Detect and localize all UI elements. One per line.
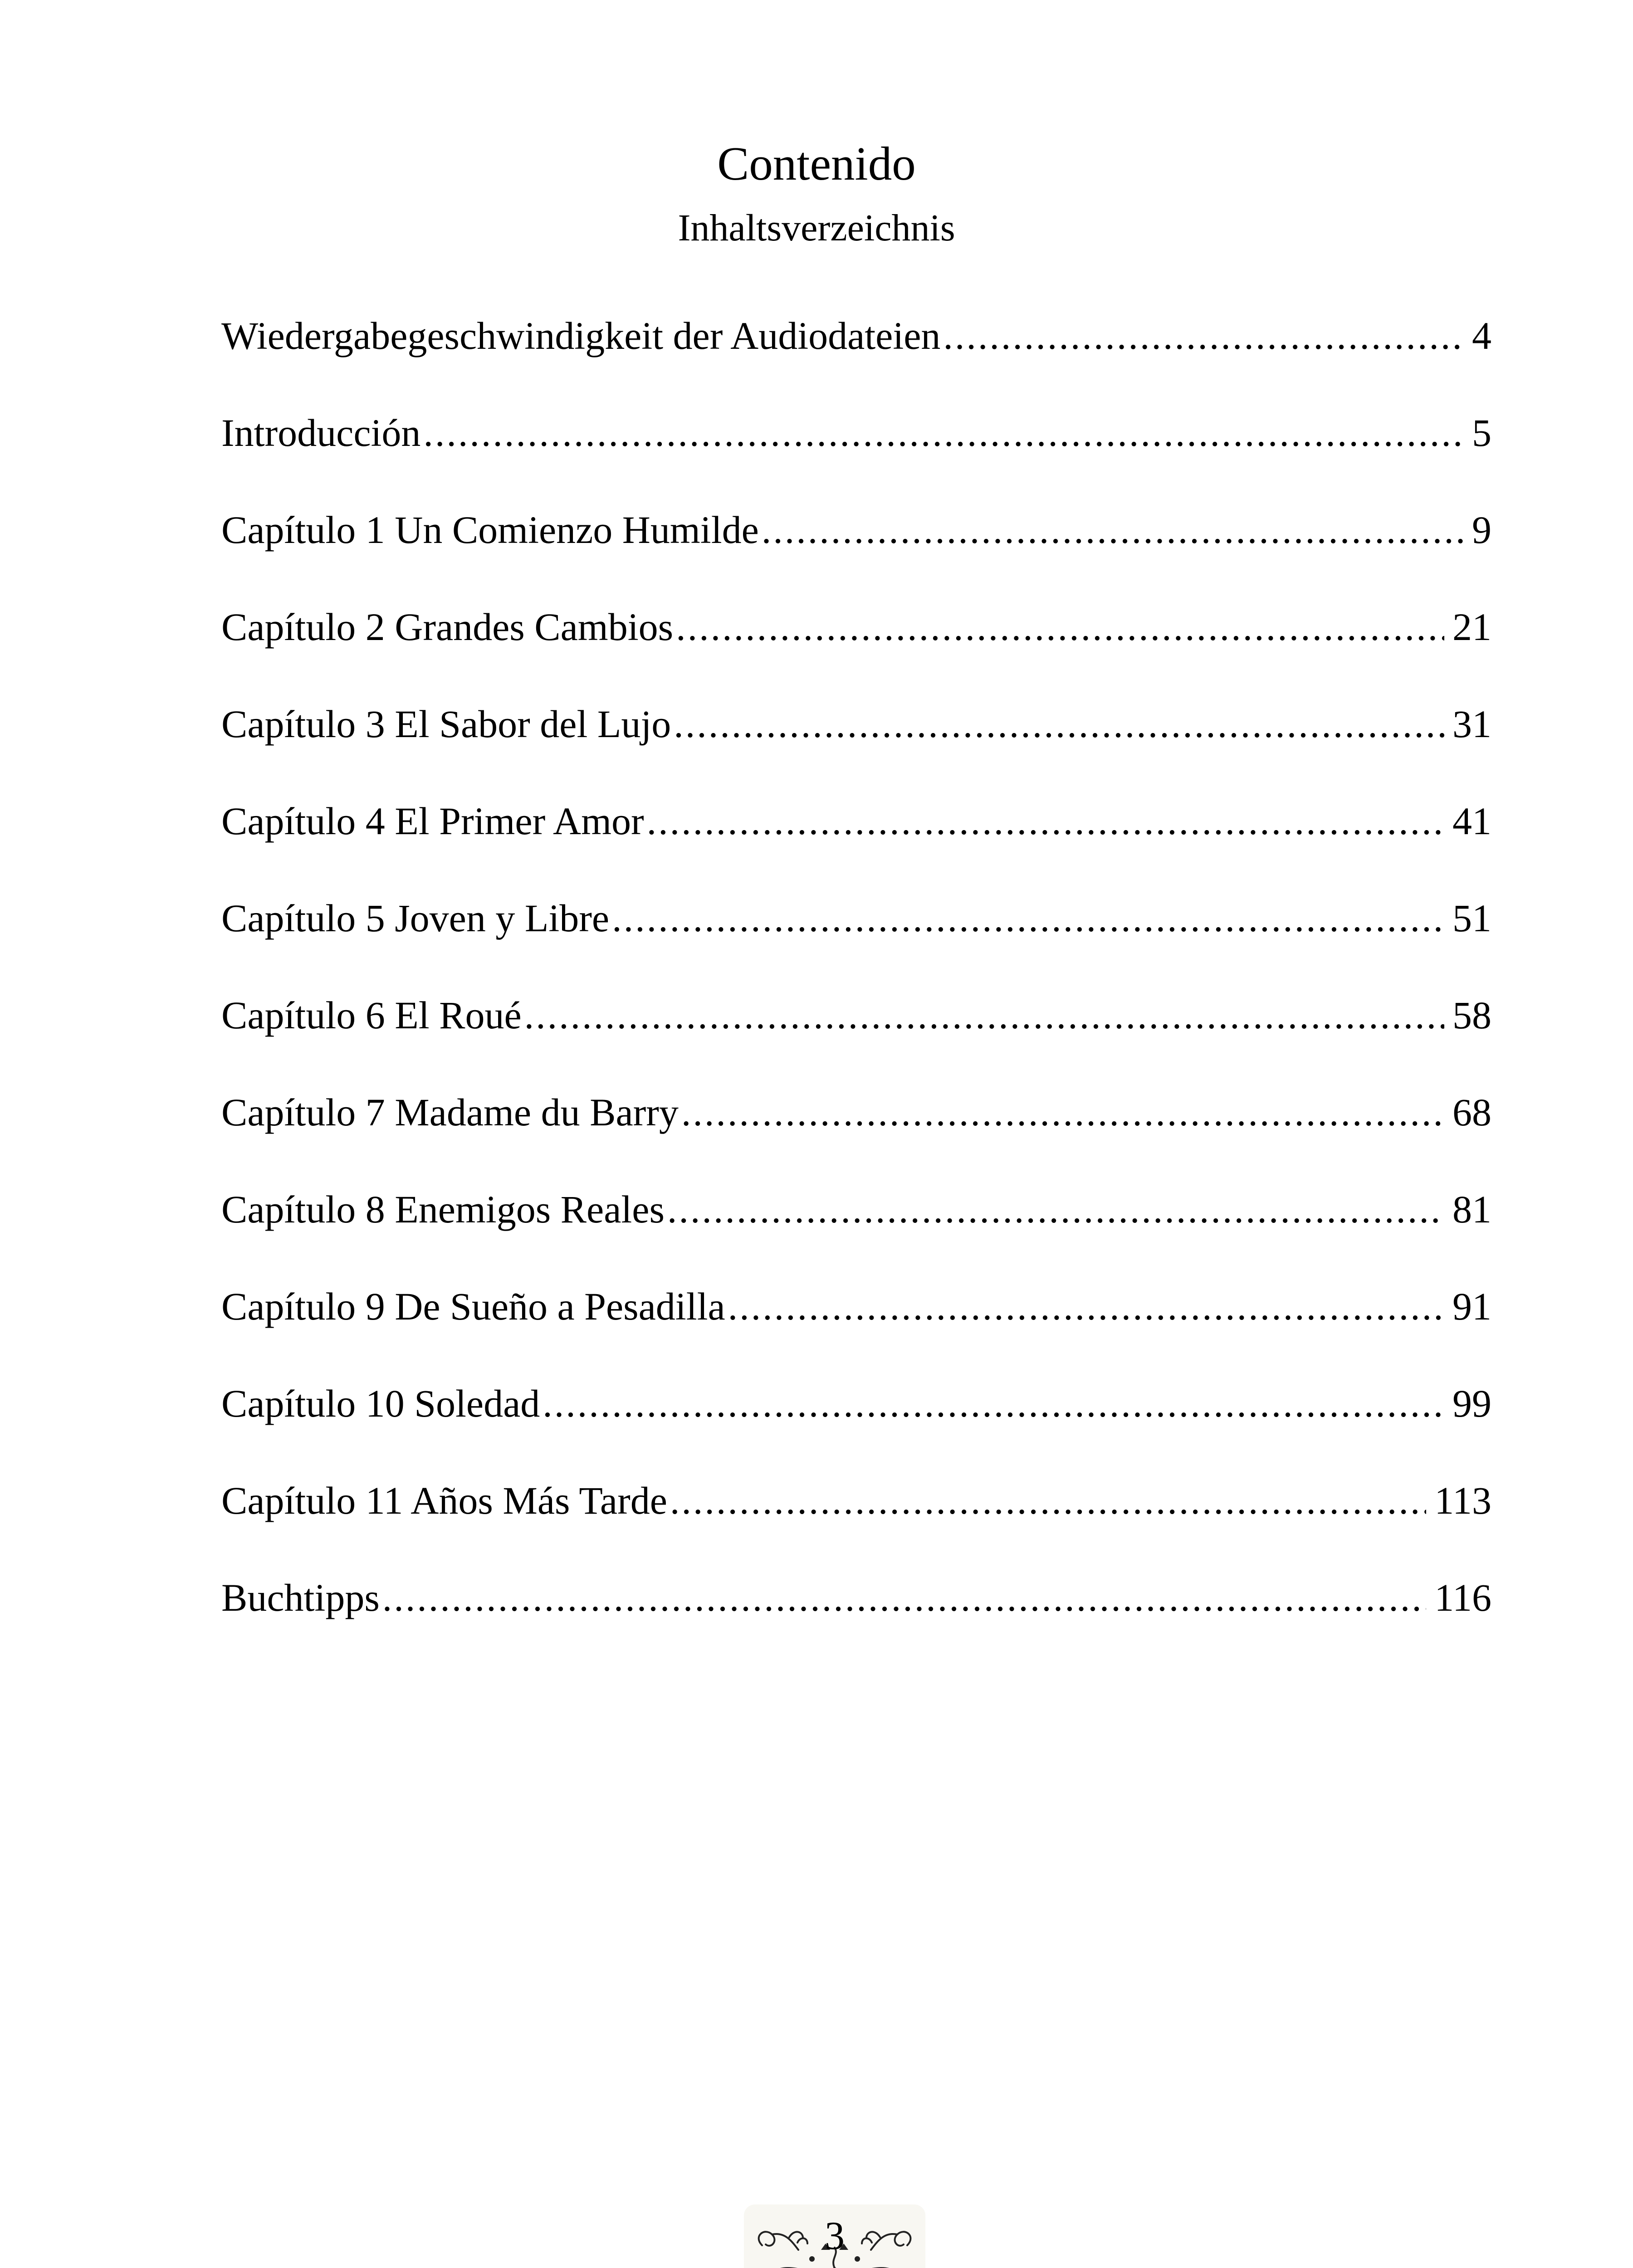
toc-entry[interactable] [221,794,1491,891]
toc-dot-leader [681,1085,1444,1139]
toc-entry[interactable] [221,1085,1491,1182]
toc-entry-page: 4 [1472,314,1491,357]
toc-entry-label: Introducción [221,411,421,455]
toc-entry-label: Capítulo 11 Años Más Tarde [221,1479,667,1522]
toc-entry-page: 68 [1452,1090,1491,1134]
toc-entry-page: 31 [1452,702,1491,746]
toc-entry[interactable] [221,988,1491,1085]
toc-entry-page: 41 [1452,799,1491,843]
toc-entry-label: Capítulo 2 Grandes Cambios [221,605,674,649]
toc-entry-label: Capítulo 10 Soledad [221,1382,540,1425]
toc-dot-leader [543,1376,1444,1431]
page-number: 3 [825,2214,845,2258]
toc-dot-leader [524,988,1444,1042]
toc-dot-leader [943,308,1464,363]
toc-dot-leader [382,1570,1426,1625]
toc-entry-label: Capítulo 3 El Sabor del Lujo [221,702,671,746]
toc-dot-leader [667,1182,1444,1237]
toc-entry-label: Capítulo 9 De Sueño a Pesadilla [221,1285,725,1328]
toc-entry-label: Capítulo 5 Joven y Libre [221,896,610,940]
toc-entry-page: 21 [1452,605,1491,649]
toc-entry[interactable] [221,1182,1491,1279]
toc-entry[interactable] [221,697,1491,794]
toc-entry[interactable] [221,600,1491,697]
toc-entry-label: Capítulo 7 Madame du Barry [221,1090,679,1134]
toc-entry-page: 116 [1434,1576,1491,1619]
toc-entry[interactable] [221,308,1491,406]
toc-entry[interactable] [221,1376,1491,1473]
toc-entry-label: Buchtipps [221,1576,380,1619]
toc-dot-leader [612,891,1444,945]
toc-entry-page: 91 [1452,1285,1491,1328]
toc-entry[interactable] [221,503,1491,600]
table-of-contents [221,308,1491,1667]
toc-dot-leader [423,406,1464,460]
toc-entry-page: 113 [1434,1479,1491,1522]
toc-entry-label: Capítulo 4 El Primer Amor [221,799,644,843]
toc-entry[interactable] [221,1279,1491,1376]
toc-entry-page: 9 [1472,508,1491,552]
toc-dot-leader [762,503,1464,557]
toc-entry-label: Capítulo 1 Un Comienzo Humilde [221,508,759,552]
toc-entry-page: 81 [1452,1188,1491,1231]
page-subtitle: Inhaltsverzeichnis [678,207,955,249]
toc-entry[interactable] [221,1473,1491,1570]
toc-dot-leader [670,1473,1426,1528]
toc-entry-label: Capítulo 8 Enemigos Reales [221,1188,665,1231]
page-title: Contenido [717,137,916,190]
toc-entry-page: 99 [1452,1382,1491,1425]
toc-entry-page: 5 [1472,411,1491,455]
toc-entry-page: 58 [1452,993,1491,1037]
toc-dot-leader [674,697,1444,751]
toc-entry[interactable] [221,1570,1491,1667]
toc-dot-leader [728,1279,1444,1334]
toc-entry-label: Wiedergabegeschwindigkeit der Audiodateien [221,314,941,357]
toc-dot-leader [647,794,1444,848]
toc-entry-page: 51 [1452,896,1491,940]
toc-entry[interactable] [221,406,1491,503]
page-footer [744,2204,925,2268]
toc-dot-leader [676,600,1444,654]
toc-entry-label: Capítulo 6 El Roué [221,993,522,1037]
toc-entry[interactable] [221,891,1491,988]
